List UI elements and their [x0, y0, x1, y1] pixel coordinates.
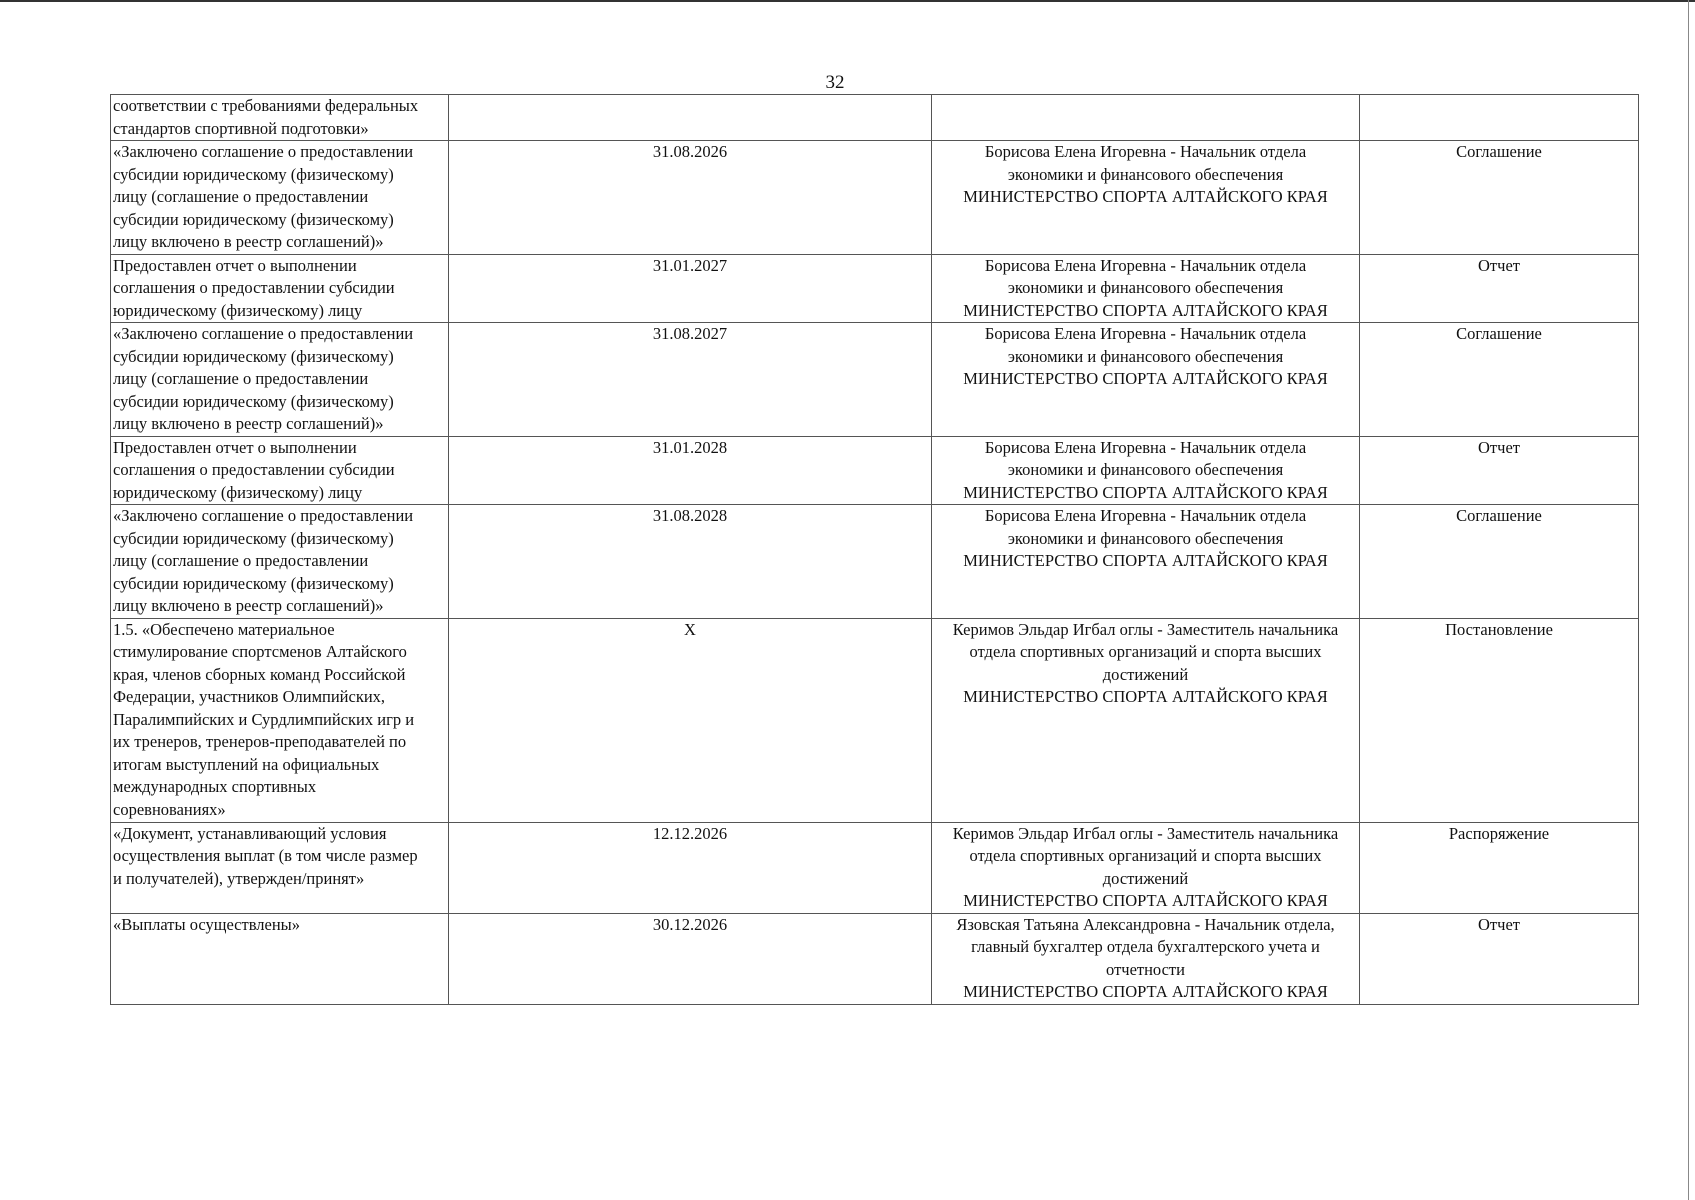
document-type-cell: Соглашение	[1360, 505, 1639, 619]
responsible-cell: Борисова Елена Игоревна - Начальник отдела экономики и финансового обеспечения МИНИСТЕРСТВО СПОРТА АЛТАЙСКОГО КРАЯ	[932, 323, 1360, 437]
event-name-cell: соответствии с требованиями федеральных стандартов спортивной подготовки»	[111, 95, 449, 141]
page-right-edge	[1688, 0, 1689, 1200]
table-row	[111, 505, 1639, 619]
table-row	[111, 436, 1639, 505]
date-cell: 31.08.2026	[449, 141, 932, 255]
date-cell: 12.12.2026	[449, 822, 932, 913]
event-name-cell: Предоставлен отчет о выполнении соглашения о предоставлении субсидии юридическому (физическому) лицу	[111, 254, 449, 323]
event-name-cell: 1.5. «Обеспечено материальное стимулирование спортсменов Алтайского края, членов сборных команд Российской Федерации, участников Олимпийских, Паралимпийских и Сурдлимпийских игр и их тренеров, тренеров-преподавателей по итогам выступлений на официальных международных спортивных соревнованиях»	[111, 618, 449, 822]
responsible-cell: Борисова Елена Игоревна - Начальник отдела экономики и финансового обеспечения МИНИСТЕРСТВО СПОРТА АЛТАЙСКОГО КРАЯ	[932, 505, 1360, 619]
page-number: 32	[825, 72, 845, 93]
event-name-cell: «Документ, устанавливающий условия осуществления выплат (в том числе размер и получателей), утвержден/принят»	[111, 822, 449, 913]
event-name-cell: «Заключено соглашение о предоставлении субсидии юридическому (физическому) лицу (соглашение о предоставлении субсидии юридическому (физическому) лицу включено в реестр соглашений)»	[111, 323, 449, 437]
table-row	[111, 822, 1639, 913]
date-cell: 30.12.2026	[449, 913, 932, 1004]
document-type-cell: Распоряжение	[1360, 822, 1639, 913]
document-type-cell: Постановление	[1360, 618, 1639, 822]
date-cell: 31.08.2027	[449, 323, 932, 437]
event-name-cell: Предоставлен отчет о выполнении соглашения о предоставлении субсидии юридическому (физическому) лицу	[111, 436, 449, 505]
responsible-cell: Керимов Эльдар Игбал оглы - Заместитель начальника отдела спортивных организаций и спорта высших достижений МИНИСТЕРСТВО СПОРТА АЛТАЙСКОГО КРАЯ	[932, 822, 1360, 913]
table-row	[111, 95, 1639, 141]
responsible-cell	[932, 95, 1360, 141]
document-type-cell	[1360, 95, 1639, 141]
table-row	[111, 254, 1639, 323]
table-row	[111, 618, 1639, 822]
date-cell: 31.08.2028	[449, 505, 932, 619]
document-type-cell: Отчет	[1360, 436, 1639, 505]
date-cell: X	[449, 618, 932, 822]
table-row	[111, 913, 1639, 1004]
table-row	[111, 141, 1639, 255]
event-name-cell: «Выплаты осуществлены»	[111, 913, 449, 1004]
table-row	[111, 323, 1639, 437]
document-type-cell: Отчет	[1360, 913, 1639, 1004]
date-cell: 31.01.2027	[449, 254, 932, 323]
page-top-border	[0, 0, 1695, 2]
responsible-cell: Борисова Елена Игоревна - Начальник отдела экономики и финансового обеспечения МИНИСТЕРСТВО СПОРТА АЛТАЙСКОГО КРАЯ	[932, 254, 1360, 323]
event-name-cell: «Заключено соглашение о предоставлении субсидии юридическому (физическому) лицу (соглашение о предоставлении субсидии юридическому (физическому) лицу включено в реестр соглашений)»	[111, 141, 449, 255]
date-cell: 31.01.2028	[449, 436, 932, 505]
document-type-cell: Соглашение	[1360, 323, 1639, 437]
plan-table	[110, 94, 1639, 1005]
document-type-cell: Отчет	[1360, 254, 1639, 323]
responsible-cell: Борисова Елена Игоревна - Начальник отдела экономики и финансового обеспечения МИНИСТЕРСТВО СПОРТА АЛТАЙСКОГО КРАЯ	[932, 436, 1360, 505]
responsible-cell: Язовская Татьяна Александровна - Начальник отдела, главный бухгалтер отдела бухгалтерского учета и отчетности МИНИСТЕРСТВО СПОРТА АЛТАЙСКОГО КРАЯ	[932, 913, 1360, 1004]
responsible-cell: Борисова Елена Игоревна - Начальник отдела экономики и финансового обеспечения МИНИСТЕРСТВО СПОРТА АЛТАЙСКОГО КРАЯ	[932, 141, 1360, 255]
event-name-cell: «Заключено соглашение о предоставлении субсидии юридическому (физическому) лицу (соглашение о предоставлении субсидии юридическому (физическому) лицу включено в реестр соглашений)»	[111, 505, 449, 619]
document-type-cell: Соглашение	[1360, 141, 1639, 255]
responsible-cell: Керимов Эльдар Игбал оглы - Заместитель начальника отдела спортивных организаций и спорта высших достижений МИНИСТЕРСТВО СПОРТА АЛТАЙСКОГО КРАЯ	[932, 618, 1360, 822]
date-cell	[449, 95, 932, 141]
